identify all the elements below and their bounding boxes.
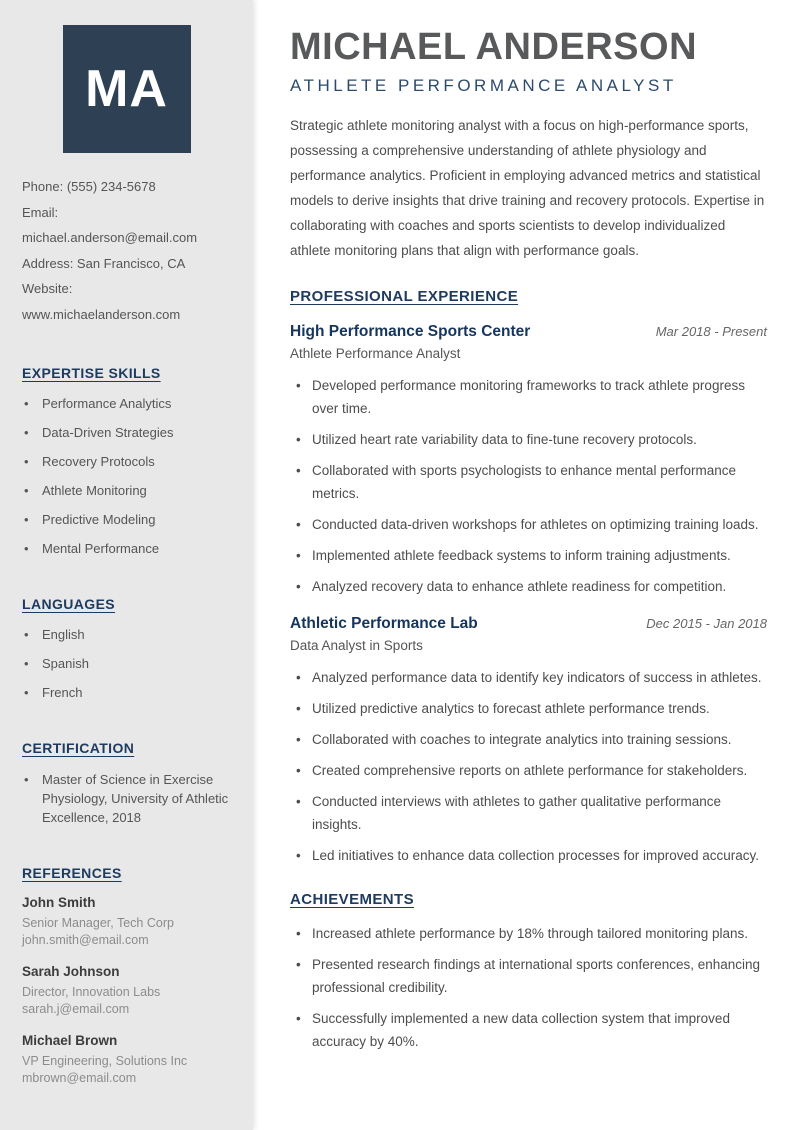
reference-name: John Smith bbox=[22, 895, 96, 910]
reference-entry bbox=[22, 895, 231, 949]
experience-section bbox=[290, 288, 767, 867]
skills-section-title: EXPERTISE SKILLS bbox=[22, 365, 161, 381]
certification-item: • Master of Science in Exercise Physiology, University of Athletic Excellence, 2018 bbox=[22, 770, 231, 827]
contact-email: Email: michael.anderson@email.com bbox=[22, 204, 198, 245]
job-bullet: • Implemented athlete feedback systems to inform training adjustments. bbox=[290, 544, 767, 567]
job-dates: Mar 2018 - Present bbox=[655, 324, 767, 339]
job-bullet: • Created comprehensive reports on athlete performance for stakeholders. bbox=[290, 759, 767, 782]
job-role: Athlete Performance Analyst bbox=[290, 346, 461, 361]
achievement-item: • Presented research findings at international sports conferences, enhancing professional credibility. bbox=[290, 953, 767, 999]
achievement-item: • Increased athlete performance by 18% through tailored monitoring plans. bbox=[290, 922, 767, 945]
job-dates: Dec 2015 - Jan 2018 bbox=[646, 616, 767, 631]
language-item: • English bbox=[22, 626, 231, 644]
skill-item: • Athlete Monitoring bbox=[22, 482, 231, 500]
reference-name: Sarah Johnson bbox=[22, 964, 120, 979]
achievement-item: • Successfully implemented a new data collection system that improved accuracy by 40%. bbox=[290, 1007, 767, 1053]
achievements-section bbox=[290, 891, 767, 1053]
language-item: • Spanish bbox=[22, 655, 231, 673]
candidate-title: ATHLETE PERFORMANCE ANALYST bbox=[290, 76, 677, 95]
job-entry bbox=[290, 323, 767, 598]
certification-section bbox=[22, 740, 231, 827]
certification-list bbox=[22, 770, 231, 827]
monogram-initials: MA bbox=[85, 60, 168, 118]
languages-list bbox=[22, 626, 231, 702]
references-section-title: REFERENCES bbox=[22, 865, 122, 881]
skill-item: • Mental Performance bbox=[22, 540, 231, 558]
job-bullet: • Utilized predictive analytics to forecast athlete performance trends. bbox=[290, 697, 767, 720]
main-content bbox=[253, 0, 800, 1130]
summary-paragraph: Strategic athlete monitoring analyst with a focus on high-performance sports, possessing a comprehensive understanding of athlete physiology and performance analytics. Proficient in employing advanced metrics and statistical models to derive insights that drive training and recovery protocols. Expertise in collaborating with coaches and sports scientists to develop individualized athlete monitoring plans that align with performance goals. bbox=[290, 118, 765, 258]
contact-phone: Phone: (555) 234-5678 bbox=[22, 179, 156, 194]
skill-item: • Predictive Modeling bbox=[22, 511, 231, 529]
reference-email: mbrown@email.com bbox=[22, 1071, 137, 1085]
job-bullet: • Conducted interviews with athletes to gather qualitative performance insights. bbox=[290, 790, 767, 836]
contact-info bbox=[22, 174, 231, 327]
job-bullet: • Developed performance monitoring frameworks to track athlete progress over time. bbox=[290, 374, 767, 420]
job-bullet: • Conducted data-driven workshops for athletes on optimizing training loads. bbox=[290, 513, 767, 536]
reference-entry bbox=[22, 1033, 231, 1087]
reference-role: Director, Innovation Labs bbox=[22, 985, 161, 999]
achievements-section-title: ACHIEVEMENTS bbox=[290, 891, 414, 908]
job-bullet: • Led initiatives to enhance data collection processes for improved accuracy. bbox=[290, 844, 767, 867]
job-entry bbox=[290, 615, 767, 867]
reference-name: Michael Brown bbox=[22, 1033, 118, 1048]
languages-section bbox=[22, 596, 231, 702]
achievements-list bbox=[290, 922, 767, 1053]
job-bullet: • Collaborated with sports psychologists to enhance mental performance metrics. bbox=[290, 459, 767, 505]
sidebar bbox=[0, 0, 253, 1130]
languages-section-title: LANGUAGES bbox=[22, 596, 116, 612]
language-item: • French bbox=[22, 684, 231, 702]
job-bullet: • Analyzed performance data to identify key indicators of success in athletes. bbox=[290, 666, 767, 689]
contact-website: Website: www.michaelanderson.com bbox=[22, 281, 181, 322]
job-header bbox=[290, 323, 767, 341]
experience-section-title: PROFESSIONAL EXPERIENCE bbox=[290, 288, 519, 305]
reference-email: john.smith@email.com bbox=[22, 933, 149, 947]
skills-section bbox=[22, 365, 231, 558]
skill-item: • Data-Driven Strategies bbox=[22, 424, 231, 442]
job-bullets bbox=[290, 374, 767, 598]
job-bullet: • Analyzed recovery data to enhance athlete readiness for competition. bbox=[290, 575, 767, 598]
job-company: High Performance Sports Center bbox=[290, 323, 531, 340]
skills-list bbox=[22, 395, 231, 558]
certification-section-title: CERTIFICATION bbox=[22, 740, 135, 756]
skill-item: • Recovery Protocols bbox=[22, 453, 231, 471]
contact-address: Address: San Francisco, CA bbox=[22, 255, 186, 271]
references-section bbox=[22, 865, 231, 1087]
monogram-badge bbox=[63, 25, 191, 153]
reference-role: VP Engineering, Solutions Inc bbox=[22, 1054, 188, 1068]
reference-email: sarah.j@email.com bbox=[22, 1002, 130, 1016]
candidate-name: MICHAEL ANDERSON bbox=[290, 26, 698, 68]
job-bullets bbox=[290, 666, 767, 867]
job-role: Data Analyst in Sports bbox=[290, 638, 423, 653]
job-company: Athletic Performance Lab bbox=[290, 615, 478, 632]
reference-role: Senior Manager, Tech Corp bbox=[22, 916, 174, 930]
job-bullet: • Collaborated with coaches to integrate analytics into training sessions. bbox=[290, 728, 767, 751]
job-bullet: • Utilized heart rate variability data to fine-tune recovery protocols. bbox=[290, 428, 767, 451]
job-header bbox=[290, 615, 767, 633]
skill-item: • Performance Analytics bbox=[22, 395, 231, 413]
reference-entry bbox=[22, 964, 231, 1018]
